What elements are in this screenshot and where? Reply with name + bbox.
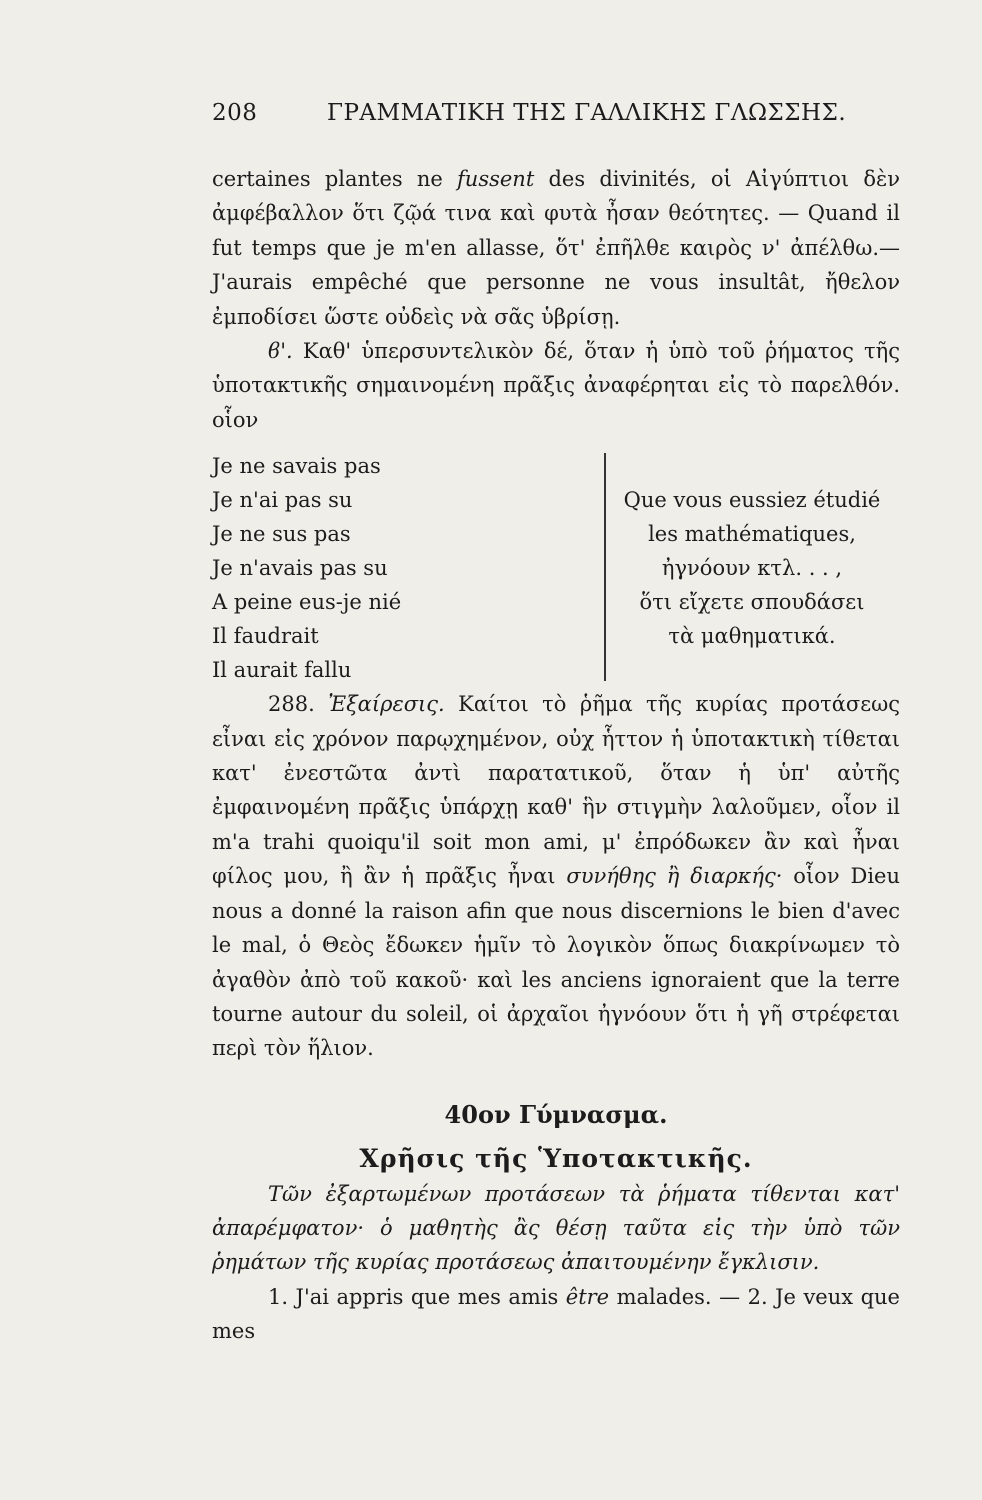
paragraph-continuation	[212, 162, 900, 334]
main-clause-list	[212, 449, 401, 687]
italic-word: être	[565, 1284, 610, 1309]
exercise-subheading: Χρῆσις τῆς Ὑποτακτικῆς.	[359, 1144, 753, 1174]
subordinate-line: ἠγνόουν κτλ. . . ,	[661, 556, 843, 581]
exercise-line	[212, 1280, 900, 1349]
italic-word: fussent	[457, 167, 535, 191]
main-clause: Je ne savais pas	[212, 454, 381, 479]
text-run: malades. — 2. Je veux que mes	[212, 1284, 900, 1344]
main-clause: Il aurait fallu	[212, 658, 352, 683]
main-clause: Je n'avais pas su	[212, 556, 388, 581]
exercise-instruction: Τῶν ἐξαρτωμένων προτάσεων τὰ ῥήματα τίθενται κατ' ἀπαρέμφατον· ὁ μαθητὴς ἂς θέσῃ ταῦτα εἰς τὴν ὑπὸ τῶν ῥημάτων τῆς κυρίας προτάσεως ἀπαιτουμένην ἔγκλισιν.	[212, 1181, 900, 1275]
paragraph-number: 288.	[268, 692, 315, 717]
paragraph-pluperfect	[212, 334, 900, 437]
main-clause: A peine eus-je nié	[212, 590, 402, 615]
exercise-heading: 40ον Γύμνασμα.	[444, 1099, 668, 1129]
italic-label: Ἐξαίρεσις.	[328, 692, 445, 717]
running-title: ΓΡΑΜΜΑΤΙΚΗ ΤΗΣ ΓΑΛΛΙΚΗΣ ΓΛΩΣΣΗΣ.	[327, 100, 847, 126]
subordinate-line: ὅτι εἴχετε σπουδάσει	[639, 590, 865, 615]
text-run: certaines plantes ne	[212, 167, 458, 191]
paragraph-exception	[212, 687, 900, 1065]
page-body	[212, 162, 900, 1349]
brace-divider	[604, 453, 612, 681]
item-label: ϐ'.	[268, 339, 293, 364]
subordinate-line: Que vous eussiez étudié	[623, 488, 881, 513]
main-clause: Je n'ai pas su	[212, 488, 353, 513]
subordinate-line: τὰ μαθηματικά.	[668, 624, 836, 649]
conjugation-example	[212, 449, 900, 685]
subordinate-clause	[622, 483, 882, 653]
subordinate-line: les mathématiques,	[648, 522, 856, 547]
text-run: 1. J'ai appris que mes amis	[268, 1284, 566, 1309]
text-run: Καίτοι τὸ ῥῆμα τῆς κυρίας προτάσεως εἶναι εἰς χρόνον παρῳχημένον, οὐχ ἧττον ἡ ὑποτακτικὴ τίθεται κατ' ἐνεστῶτα ἀντὶ παρατατικοῦ, ὅταν ἡ ὑπ' αὐτῆς ἐμφαινομένη πρᾶξις ὑπάρχῃ καθ' ἣν στιγμὴν λαλοῦμεν, οἷον il m'a trahi quoiqu'il soit mon ami, μ' ἐπρόδωκεν ἂν καὶ ἦναι φίλος μου, ἢ ἂν ἡ πρᾶξις ἦναι	[212, 692, 900, 889]
main-clause: Il faudrait	[212, 624, 319, 649]
page-number: 208	[212, 100, 258, 126]
text-run: οἷον Dieu nous a donné la raison afin que nous discernions le bien d'avec le mal, ὁ Θεὸς ἔδωκεν ἡμῖν τὸ λογικὸν ὅπως διακρίνωμεν τὸ ἀγαθὸν ἀπὸ τοῦ κακοῦ· καὶ les anciens ignoraient que la terre tourne autour du soleil, οἱ ἀρχαῖοι ἠγνόουν ὅτι ἡ γῆ στρέφεται περὶ τὸν ἥλιον.	[212, 864, 900, 1061]
text-run: Καθ' ὑπερσυντελικὸν δέ, ὅταν ἡ ὑπὸ τοῦ ῥήματος τῆς ὑποτακτικῆς σημαινομένη πρᾶξις ἀναφέρηται εἰς τὸ παρελθόν. οἷον	[212, 339, 900, 432]
italic-phrase: συνήθης ἢ διαρκής·	[566, 864, 783, 889]
text-run: des divinités, οἱ Αἰγύπτιοι δὲν ἀμφέβαλλον ὅτι ζῷά τινα καὶ φυτὰ ἦσαν θεότητες. — Quand il fut temps que je m'en allasse, ὅτ' ἐπῆλθε καιρὸς ν' ἀπέλθω.—J'aurais empêché que personne ne vous insultât, ἤθελον ἐμποδίσει ὥστε οὐδεὶς νὰ σᾶς ὑβρίσῃ.	[212, 167, 901, 329]
main-clause: Je ne sus pas	[212, 522, 351, 547]
